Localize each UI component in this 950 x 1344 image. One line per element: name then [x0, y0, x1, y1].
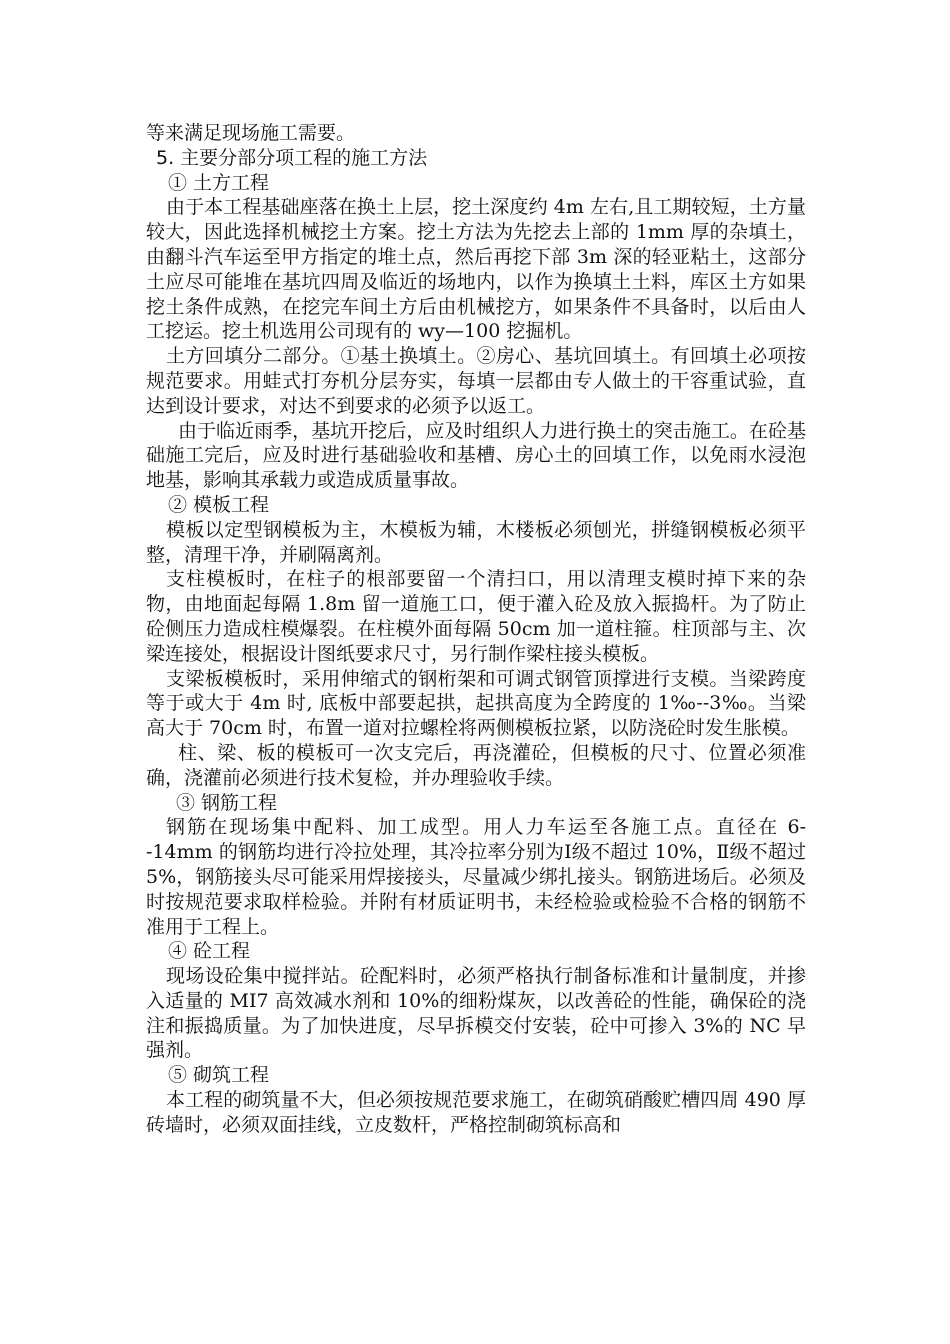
section-heading: 5. 主要分部分项工程的施工方法 — [156, 146, 428, 169]
paragraph-masonry: 本工程的砌筑量不大，但必须按规范要求施工，在砌筑硝酸贮槽四周 490 厚砖墙时，必须双面挂线，立皮数杆，严格控制砌筑标高和 — [146, 1089, 806, 1136]
subsection-heading-rebar: ③ 钢筋工程 — [176, 791, 278, 814]
paragraph-earthwork-rain: 由于临近雨季，基坑开挖后，应及时组织人力进行换土的突击施工。在砼基础施工完后，应及时进行基础验收和基槽、房心土的回填工作，以免雨水浸泡地基，影响其承载力或造成质量事故。 — [146, 419, 806, 492]
paragraph-continuation: 等来满足现场施工需要。 — [146, 122, 356, 144]
paragraph-formwork-columns: 支柱模板时，在柱子的根部要留一个清扫口，用以清理支模时掉下来的杂物，由地面起每隔 1.8m 留一道施工口，便于灌入砼及放入振捣杆。为了防止砼侧压力造成柱模爆裂。在柱模外面每隔 50cm 加一道柱箍。柱顶部与主、次梁连接处，根据设计图纸要求尺寸，另行制作梁柱接头模板。 — [146, 568, 806, 665]
paragraph-formwork-general: 模板以定型钢模板为主，木模板为辅，木楼板必须刨光，拼缝钢模板必须平整，清理干净，并刷隔离剂。 — [146, 518, 806, 566]
paragraph-formwork-inspection: 柱、梁、板的模板可一次支完后，再浇灌砼，但模板的尺寸、位置必须准确，浇灌前必须进行技术复检，并办理验收手续。 — [146, 741, 806, 789]
subsection-heading-masonry: ⑤ 砌筑工程 — [168, 1064, 270, 1087]
paragraph-concrete: 现场设砼集中搅拌站。砼配料时，必须严格执行制备标准和计量制度，并掺入适量的 MI7 高效减水剂和 10%的细粉煤灰，以改善砼的性能，确保砼的浇注和振捣质量。为了加快进度，尽早拆模交付安装，砼中可掺入 3%的 NC 早强剂。 — [146, 965, 806, 1062]
paragraph-earthwork-excavation: 由于本工程基础座落在换土上层，挖土深度约 4m 左右,且工期较短，土方量较大，因此选择机械挖土方案。挖土方法为先挖去上部的 1mm 厚的杂填土，由翻斗汽车运至甲方指定的堆土点，然后再挖下部 3m 深的轻亚粘土，这部分土应尽可能堆在基坑四周及临近的场地内，以作为换填土土料，库区土方如果挖土条件成熟，在挖完车间土方后由机械挖方，如果条件不具备时，以后由人工挖运。挖土机选用公司现有的 wy—100 挖掘机。 — [146, 196, 806, 343]
subsection-heading-concrete: ④ 砼工程 — [168, 940, 251, 963]
paragraph-rebar: 钢筋在现场集中配料、加工成型。用人力车运至各施工点。直径在 6--14mm 的钢筋均进行冷拉处理，其冷拉率分别为Ⅰ级不超过 10%，Ⅱ级不超过 5%，钢筋接头尽可能采用焊接接头，尽量减少绑扎接头。钢筋进场后。必须及时按规范要求取样检验。并附有材质证明书，未经检验或检验不合格的钢筋不准用于工程上。 — [146, 816, 806, 938]
paragraph-earthwork-backfill: 土方回填分二部分。①基土换填土。②房心、基坑回填土。有回填土必项按规范要求。用蛙式打夯机分层夯实，每填一层都由专人做土的干容重试验，直达到设计要求，对达不到要求的必须予以返工。 — [146, 345, 806, 417]
subsection-heading-earthwork: ① 土方工程 — [168, 171, 270, 194]
paragraph-formwork-beams: 支梁板模板时，采用伸缩式的钢桁架和可调式钢管顶撑进行支模。当梁跨度等于或大于 4m 时, 底板中部要起拱，起拱高度为全跨度的 1‰--3‰。当梁高大于 70cm 时，布置一道对拉螺栓将两侧模板拉紧，以防浇砼时发生胀模。 — [146, 667, 806, 740]
document-body — [146, 121, 806, 1138]
subsection-heading-formwork: ② 模板工程 — [168, 493, 270, 516]
